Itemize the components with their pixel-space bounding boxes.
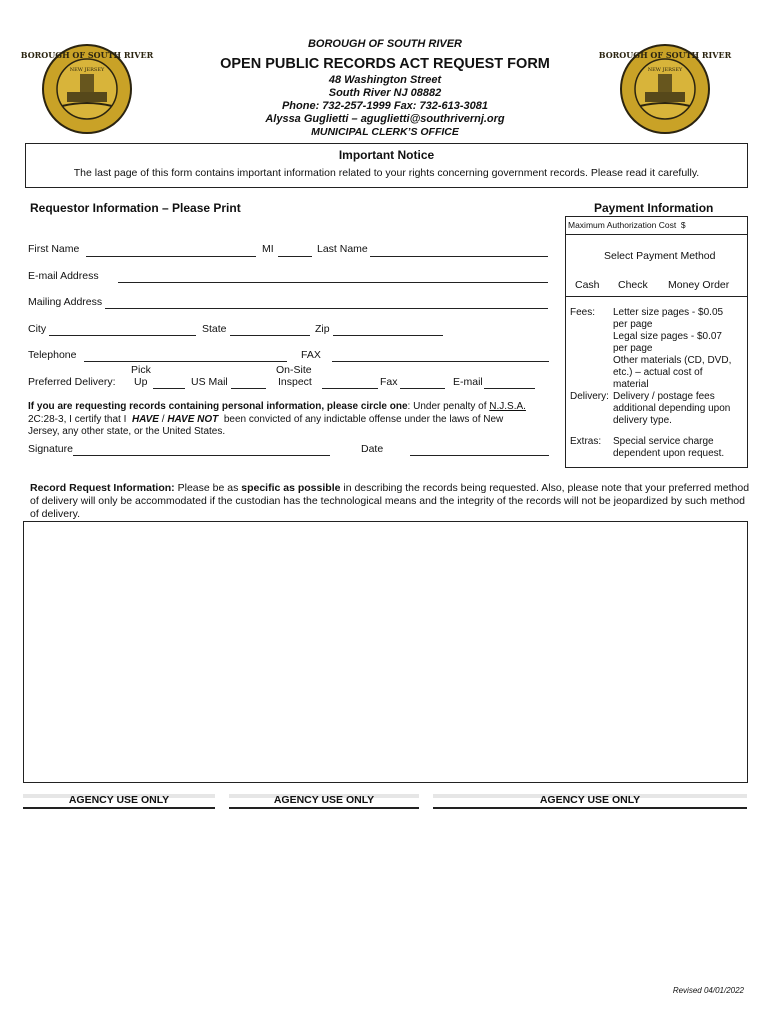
borough-seal-left [20,44,154,134]
fax-label: FAX [301,349,321,361]
state-label: State [202,323,227,335]
fee-other: Other materials (CD, DVD, [613,355,732,366]
notice-title: Important Notice [338,148,435,162]
seal-icon [598,44,732,134]
borough-name: BOROUGH OF SOUTH RIVER [307,38,462,50]
notice-text: The last page of this form contains important information related to your rights concerning government records. Please read it carefully. [73,167,700,179]
seal-icon [20,44,154,134]
delivery-fees: Delivery / postage fees [613,391,715,402]
jurisdiction-text: Jersey, any other state, or the United States. [28,426,226,437]
delivery-list [613,391,730,427]
have-not-option[interactable]: HAVE NOT [167,413,219,425]
city-label: City [28,323,47,335]
personal-info-certification [28,401,553,439]
mailing-label: Mailing Address [28,296,103,308]
mi-label: MI [262,243,274,255]
cash-option[interactable]: Cash [575,279,600,291]
fees-label: Fees: [570,307,596,318]
last-name-label: Last Name [317,243,368,255]
first-name-field[interactable] [86,256,256,257]
slash-text: / [161,413,165,425]
delivery-label: Delivery: [570,391,609,402]
requestor-title: Requestor Information – Please Print [30,201,241,215]
email-option[interactable] [484,388,535,389]
form-title: OPEN PUBLIC RECORDS ACT REQUEST FORM [220,56,550,72]
inspect-option[interactable] [322,388,378,389]
money-order-option[interactable]: Money Order [668,279,730,291]
address-line2: South River NJ 08882 [328,87,442,99]
svg-text:NEW JERSEY: NEW JERSEY [647,67,683,73]
max-cost-label: Maximum Authorization Cost $ [568,220,686,230]
personal-info-bold: If you are requesting records containing personal information, please circle one [28,401,408,412]
penalty-text: : Under penalty of [407,401,490,412]
phone-fax: Phone: 732-257-1999 Fax: 732-613-3081 [281,100,489,112]
fees-list [613,307,731,391]
email-field[interactable] [118,282,548,283]
preferred-delivery-label: Preferred Delivery: [28,376,116,388]
pick-label: Pick [131,364,151,376]
payment-divider [565,296,748,297]
agency-use-col1: AGENCY USE ONLY [23,794,215,809]
payment-title: Payment Information [594,201,714,215]
pickup-option[interactable] [153,388,185,389]
record-specific: specific as possible [241,482,341,494]
date-field[interactable] [410,455,549,456]
zip-field[interactable] [333,335,443,336]
email-option-label: E-mail [453,376,483,388]
telephone-label: Telephone [28,349,77,361]
dollar-sign: $ [680,220,686,230]
extras-charge: Special service charge [613,436,714,447]
revised-date: Revised 04/01/2022 [672,986,744,995]
address-line1: 48 Washington Street [328,74,442,86]
fee-letter: Letter size pages - $0.05 [613,307,724,318]
svg-text:NEW JERSEY: NEW JERSEY [69,67,105,73]
certify-text: 2C:28-3, I certify that I [28,413,127,425]
signature-label: Signature [28,443,73,455]
inspect-label: Inspect [278,376,312,388]
have-option[interactable]: HAVE [131,413,159,425]
mailing-field[interactable] [105,308,548,309]
record-text-b: in describing the records being requested. Also, please note that your preferred method of delivery will only be accommodated if the custodian has the technological means and the integrity of the records will not be jeopardized by such method of delivery. [30,482,750,520]
njsa-text: N.J.S.A. [489,401,526,412]
record-request-info [30,482,750,521]
record-text-a: Please be as [174,482,242,494]
fee-other-cont: etc.) – actual cost of [613,367,703,378]
fee-letter-unit: per page [613,319,653,330]
date-label: Date [361,443,384,455]
city-field[interactable] [49,335,196,336]
fee-legal: Legal size pages - $0.07 [613,331,722,342]
delivery-additional: additional depending upon [613,403,731,414]
signature-field[interactable] [73,455,330,456]
last-name-field[interactable] [370,256,548,257]
borough-seal-right [598,44,732,134]
important-notice-box [25,143,748,188]
extras-label: Extras: [570,436,602,447]
clerk-contact: Alyssa Guglietti – aguglietti@southrivernj.org [265,113,505,125]
fee-legal-unit: per page [613,343,653,354]
email-label: E-mail Address [28,270,99,282]
fax-option-label: Fax [380,376,398,388]
record-request-label: Record Request Information: [30,482,175,494]
telephone-field[interactable] [84,361,287,362]
fee-other-end: material [613,379,649,390]
state-field[interactable] [230,335,310,336]
agency-use-col3: AGENCY USE ONLY [433,794,747,809]
svg-text:BOROUGH OF SOUTH RIVER: BOROUGH OF SOUTH RIVER [20,50,154,60]
offense-text: been convicted of any indictable offense under the laws of New [223,413,504,425]
record-request-textarea[interactable] [23,521,748,783]
office-name: MUNICIPAL CLERK’S OFFICE [311,126,459,138]
us-mail-label: US Mail [191,376,228,388]
mi-field[interactable] [278,256,312,257]
extras-list [613,436,724,460]
delivery-type: delivery type. [613,415,672,426]
check-option[interactable]: Check [618,279,648,291]
onsite-label: On-Site [276,364,312,376]
first-name-label: First Name [28,243,80,255]
us-mail-option[interactable] [231,388,266,389]
max-cost-field[interactable] [565,234,748,235]
fax-option[interactable] [400,388,445,389]
svg-text:BOROUGH OF SOUTH RIVER: BOROUGH OF SOUTH RIVER [598,50,732,60]
fax-field[interactable] [332,361,549,362]
zip-label: Zip [315,323,330,335]
up-label: Up [134,376,148,388]
select-method-label: Select Payment Method [604,250,716,262]
extras-dependent: dependent upon request. [613,448,725,459]
agency-use-col2: AGENCY USE ONLY [229,794,419,809]
